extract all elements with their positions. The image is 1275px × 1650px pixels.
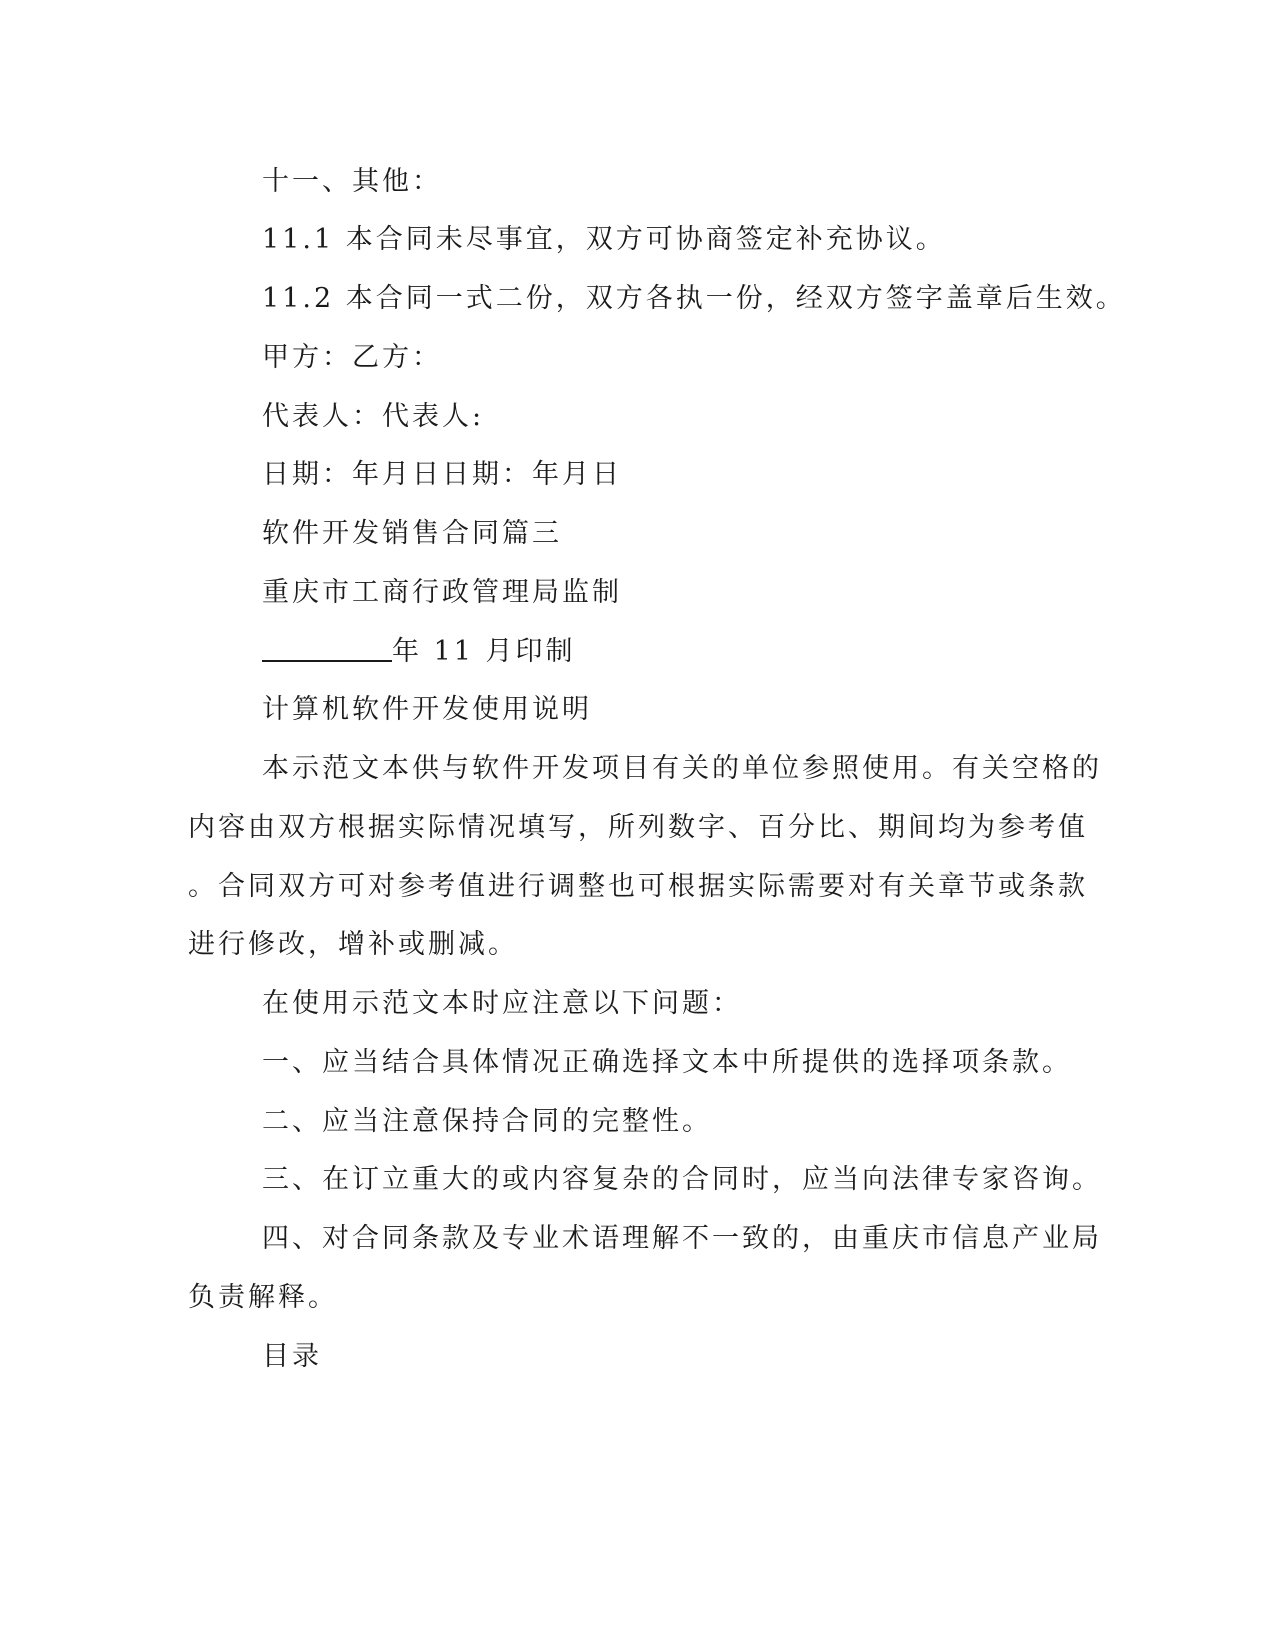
party-labels: 甲方：乙方： [262,342,442,373]
notice-heading: 在使用示范文本时应注意以下问题： [262,988,742,1019]
clause-11-1: 11.1 本合同未尽事宜，双方可协商签定补充协议。 [262,224,946,255]
paragraph-line-3: 。合同双方可对参考值进行调整也可根据实际需要对有关章节或条款 [188,871,1088,902]
print-date-text: 年 11 月印制 [392,636,576,667]
section-heading-other: 十一、其他： [262,166,442,197]
toc-heading: 目录 [262,1341,322,1372]
instructions-title: 计算机软件开发使用说明 [262,694,592,725]
notice-item-4: 四、对合同条款及专业术语理解不一致的，由重庆市信息产业局 [262,1223,1102,1254]
supervisor-line: 重庆市工商行政管理局监制 [262,577,622,608]
clause-11-2: 11.2 本合同一式二份，双方各执一份，经双方签字盖章后生效。 [262,283,1126,314]
contract-title: 软件开发销售合同篇三 [262,518,562,549]
paragraph-line-2: 内容由双方根据实际情况填写，所列数字、百分比、期间均为参考值 [188,812,1088,843]
representative-labels: 代表人：代表人: [262,401,485,432]
notice-item-3: 三、在订立重大的或内容复杂的合同时，应当向法律专家咨询。 [262,1164,1102,1195]
blank-underline [262,632,392,662]
print-date-line [262,632,576,672]
notice-item-4-cont: 负责解释。 [188,1282,338,1313]
notice-item-2: 二、应当注意保持合同的完整性。 [262,1106,712,1137]
date-labels: 日期：年月日日期：年月日 [262,459,622,490]
paragraph-line-1: 本示范文本供与软件开发项目有关的单位参照使用。有关空格的 [262,753,1102,784]
notice-item-1: 一、应当结合具体情况正确选择文本中所提供的选择项条款。 [262,1047,1072,1078]
paragraph-line-4: 进行修改，增补或删减。 [188,929,518,960]
